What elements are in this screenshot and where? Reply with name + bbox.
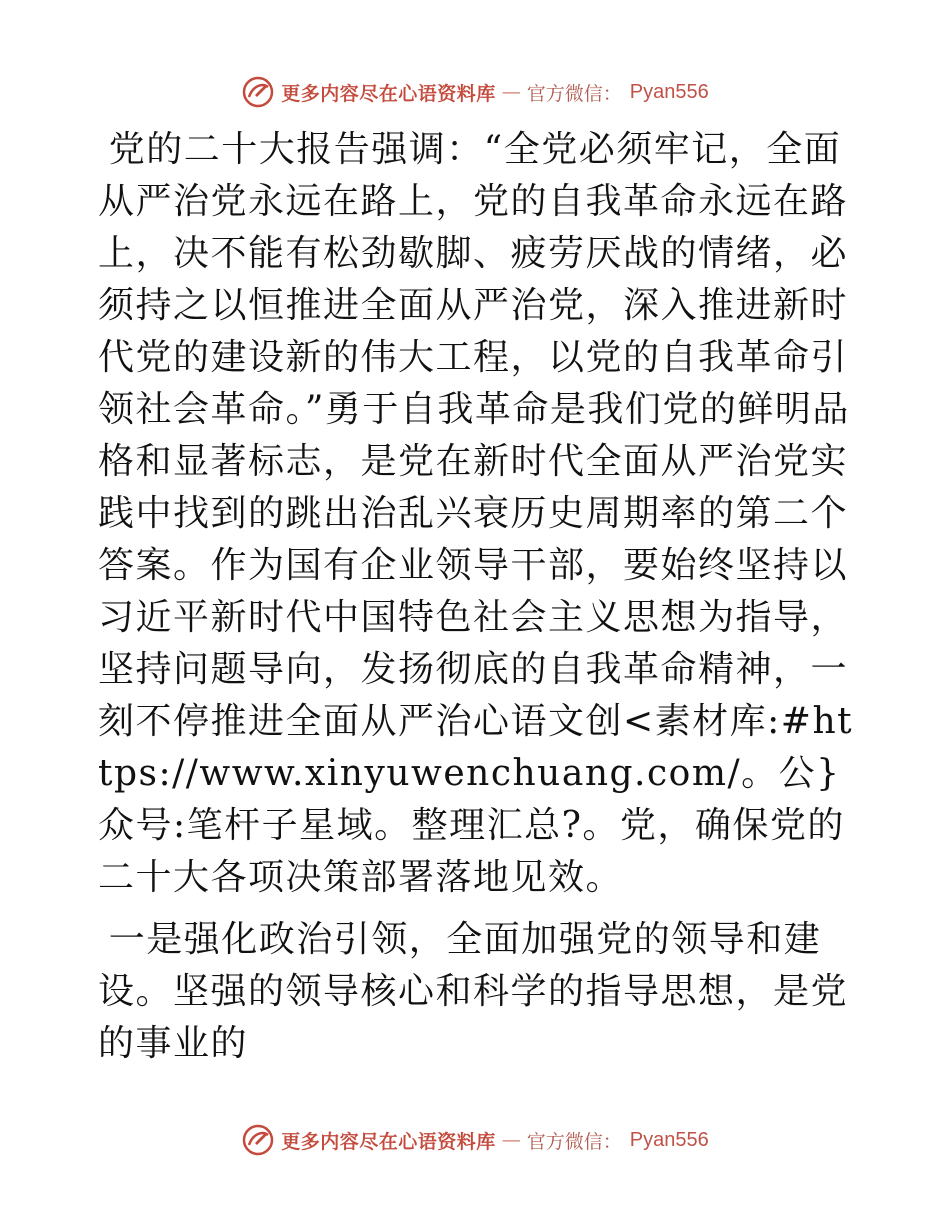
- watermark-wechat-label: 官方微信：: [526, 82, 622, 105]
- watermark-wechat-id: Pyan556: [629, 80, 709, 103]
- pen-logo-icon: [241, 1123, 275, 1157]
- footer-watermark: [0, 1120, 950, 1160]
- watermark-wechat-label: 官方微信：: [526, 1130, 622, 1153]
- header-watermark: [0, 72, 950, 112]
- watermark-wechat-id: Pyan556: [629, 1128, 709, 1151]
- watermark-main-text: 更多内容尽在心语资料库: [281, 1130, 496, 1153]
- watermark-separator: —: [501, 1129, 521, 1151]
- document-body: [98, 124, 858, 1070]
- watermark-separator: —: [501, 81, 521, 103]
- pen-logo-icon: [241, 75, 275, 109]
- watermark-main-text: 更多内容尽在心语资料库: [281, 82, 496, 105]
- paragraph-1: 党的二十大报告强调：“全党必须牢记，全面从严治党永远在路上，党的自我革命永远在路上，决不能有松劲歇脚、疲劳厌战的情绪，必须持之以恒推进全面从严治党，深入推进新时代党的建设新的伟大工程，以党的自我革命引领社会革命。”勇于自我革命是我们党的鲜明品格和显著标志，是党在新时代全面从严治党实践中找到的跳出治乱兴衰历史周期率的第二个答案。作为国有企业领导干部，要始终坚持以习近平新时代中国特色社会主义思想为指导，坚持问题导向，发扬彻底的自我革命精神，一刻不停推进全面从严治心语文创<素材库:#https://www.xinyuwenchuang.com/。公}众号:笔杆子星域。整理汇总?。党，确保党的二十大各项决策部署落地见效。: [98, 129, 854, 898]
- paragraph-2: 一是强化政治引领，全面加强党的领导和建设。坚强的领导核心和科学的指导思想，是党的事业的: [98, 919, 849, 1064]
